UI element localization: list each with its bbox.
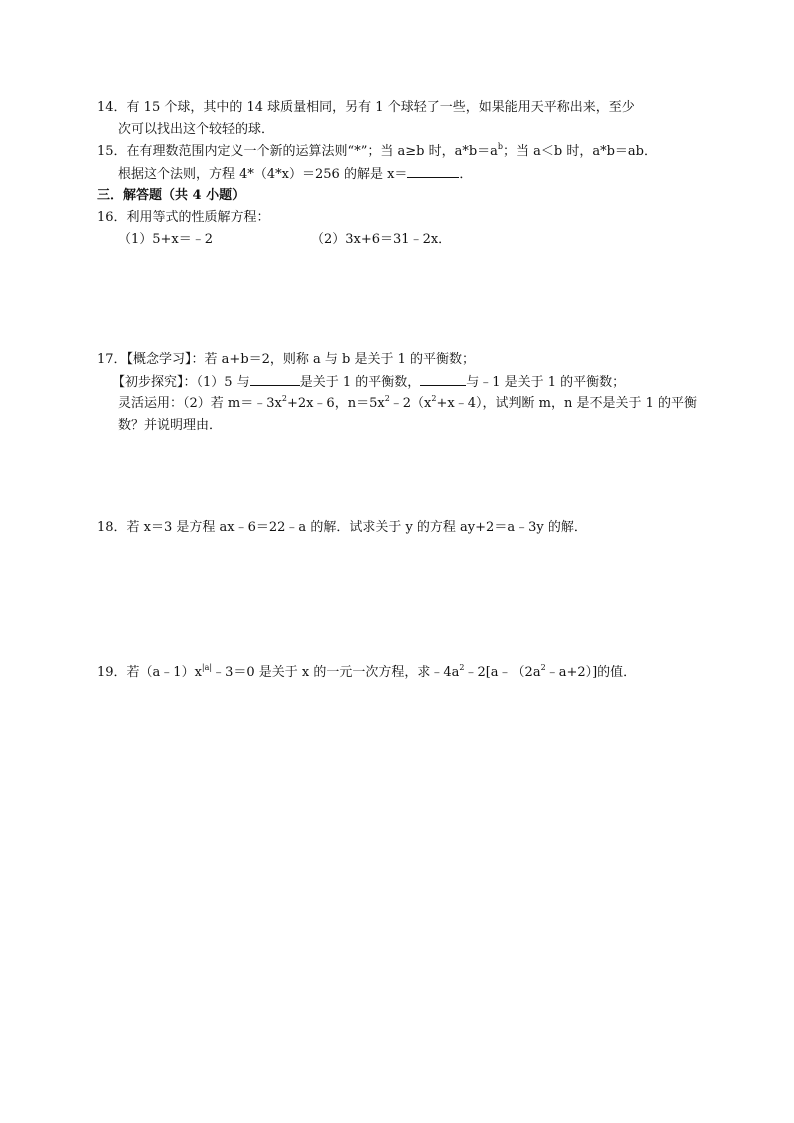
q19-text-c: ﹣2[a﹣（2a — [464, 665, 541, 680]
q17-line2-text-b: 是关于 1 的平衡数， — [299, 375, 421, 390]
q17-line4: 数？并说明理由． — [118, 418, 223, 433]
q17-line3-a: 灵活运用：（2）若 m＝﹣3x — [118, 396, 282, 411]
q17-exp-3: 2 — [431, 393, 437, 403]
q16-part2: （2）3x+6＝31﹣2x． — [311, 232, 452, 247]
q17-line2-text-a: 【初步探究】：（1）5 与 — [112, 375, 250, 390]
q17-line1: 17．【概念学习】：若 a+b＝2，则称 a 与 b 是关于 1 的平衡数； — [97, 352, 476, 367]
q19-exp-2a: 2 — [459, 662, 465, 672]
q17-line3 — [118, 393, 697, 415]
q15-answer-blank[interactable] — [407, 163, 459, 178]
q17-line3-c: ﹣2（x — [389, 396, 432, 411]
q17-line2-text-c: 与﹣1 是关于 1 的平衡数； — [466, 375, 626, 390]
q19-exp-abs: |a| — [201, 662, 213, 672]
q15-text-a: 15．在有理数范围内定义一个新的运算法则“*”；当 a≥b 时，a*b＝a — [97, 144, 498, 159]
q19-text-d: ﹣a+2）]的值． — [545, 665, 637, 680]
section-heading: 三．解答题（共 4 小题） — [97, 188, 246, 203]
q14-line1: 14．有 15 个球，其中的 14 球质量相同，另有 1 个球轻了一些，如果能用天平称出来，至少 — [97, 100, 635, 115]
q19-text-a: 19．若（a﹣1）x — [97, 665, 202, 680]
q17-line3-b: +2x﹣6，n＝5x — [286, 396, 385, 411]
q19-line1 — [97, 662, 636, 684]
q17-line2 — [112, 371, 625, 394]
q15-line2-end: ． — [459, 167, 473, 182]
q14-line2: 次可以找出这个较轻的球． — [118, 122, 275, 137]
q15-line1 — [97, 141, 657, 163]
q19-text-b: ﹣3＝0 是关于 x 的一元一次方程，求﹣4a — [212, 665, 460, 680]
q18-line1: 18．若 x＝3 是方程 ax﹣6＝22﹣a 的解．试求关于 y 的方程 ay+2＝a﹣3y 的解． — [97, 520, 587, 535]
q15-text-b: ；当 a＜b 时，a*b＝ab． — [503, 144, 657, 159]
q17-line3-d: +x﹣4），试判断 m，n 是不是关于 1 的平衡 — [436, 396, 697, 411]
q15-line2-text: 根据这个法则，方程 4*（4*x）＝256 的解是 x＝ — [118, 167, 408, 182]
q17-exp-1: 2 — [281, 393, 287, 403]
q19-exp-2b: 2 — [540, 662, 546, 672]
q15-exponent: b — [497, 141, 504, 151]
q17-exp-2: 2 — [384, 393, 390, 403]
q16-title: 16．利用等式的性质解方程： — [97, 210, 270, 225]
q15-line2 — [118, 163, 472, 186]
q17-blank-1[interactable] — [250, 371, 300, 386]
q16-part1: （1）5+x＝﹣2 — [118, 232, 214, 247]
q17-blank-2[interactable] — [420, 371, 466, 386]
